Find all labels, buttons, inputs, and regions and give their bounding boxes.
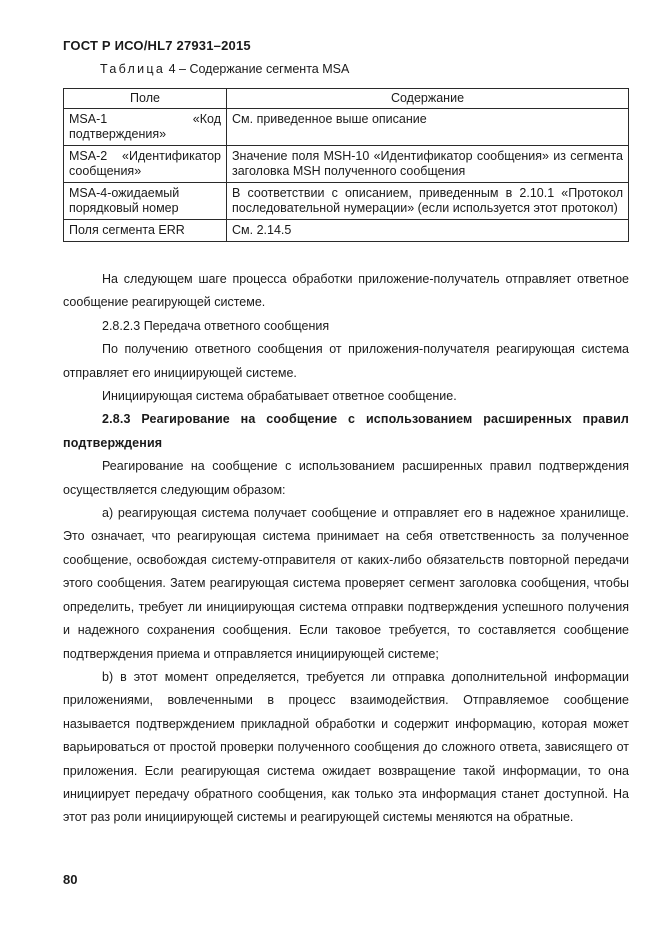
content-cell: См. приведенное выше описание (227, 109, 629, 146)
paragraph: Инициирующая система обрабатывает ответное сообщение. (102, 389, 457, 404)
content-cell: Значение поля MSH-10 «Идентификатор сообщения» из сегмента заголовка MSH полученного сообщения (227, 146, 629, 183)
paragraph: На следующем шаге процесса обработки приложение-получатель отправляет ответное сообщение реагирующей системе. (63, 272, 629, 310)
list-item: b) в этот момент определяется, требуется ли отправка дополнительной информации приложениями, вовлеченными в процесс взаимодействия. Отправляемое сообщение называется подтверждением прикладной обработки и содержит информацию, которая может варьироваться от простой проверки полученного сообщения до сложного ответа, зависящего от приложения. Если реагирующая система ожидает возвращение такой информации, то она инициирует передачу обратного сообщения, как только эта информация станет доступной. На этот раз роли инициирующей системы и реагирующей системы меняются на обратные. (63, 669, 629, 825)
table-row (64, 146, 629, 183)
page-number: 80 (63, 872, 78, 887)
paragraph: Реагирование на сообщение с использованием расширенных правил подтверждения осуществляется следующим образом: (63, 459, 629, 497)
field-cell: Поля сегмента ERR (64, 220, 227, 242)
subsection-title: 2.8.2.3 Передача ответного сообщения (102, 318, 330, 333)
content-cell: См. 2.14.5 (227, 220, 629, 242)
standard-header: ГОСТ Р ИСО/HL7 27931–2015 (63, 38, 251, 53)
column-header-field: Поле (64, 89, 227, 109)
field-cell: MSA-4-ожидаемый порядковый номер (64, 183, 227, 220)
table-row (64, 183, 629, 220)
table-caption-title: 4 – Содержание сегмента MSA (168, 62, 350, 76)
list-item: а) реагирующая система получает сообщение и отправляет его в надежное хранилище. Это означает, что реагирующая система принимает на себя ответственность за полученное сообщение, освобождая систему-отправителя от каких-либо обязательств повторной передачи этого сообщения. Затем реагирующая система проверяет сегмент заголовка сообщения, чтобы определить, требует ли инициирующая система отправки подтверждения успешного получения и надежного сохранения сообщения. Если таковое требуется, то составляется сообщение подтверждения приема и отправляется инициирующей системе; (63, 506, 629, 661)
field-cell: MSA-1 «Код подтверждения» (64, 109, 227, 146)
field-cell: MSA-2 «Идентификатор сообщения» (64, 146, 227, 183)
paragraph: По получению ответного сообщения от приложения-получателя реагирующая система отправляет его инициирующей системе. (63, 342, 629, 380)
column-header-content: Содержание (227, 89, 629, 109)
table-caption-word: Таблица (100, 62, 166, 76)
body-text (63, 268, 629, 830)
msa-segment-table (63, 88, 629, 242)
table-header-row (64, 89, 629, 109)
content-cell: В соответствии с описанием, приведенным в 2.10.1 «Протокол последовательной нумерации» (если используется этот протокол) (227, 183, 629, 220)
table-row (64, 109, 629, 146)
table-caption (100, 62, 349, 76)
section-heading: 2.8.3 Реагирование на сообщение с использованием расширенных правил подтверждения (63, 412, 629, 450)
table-row (64, 220, 629, 242)
